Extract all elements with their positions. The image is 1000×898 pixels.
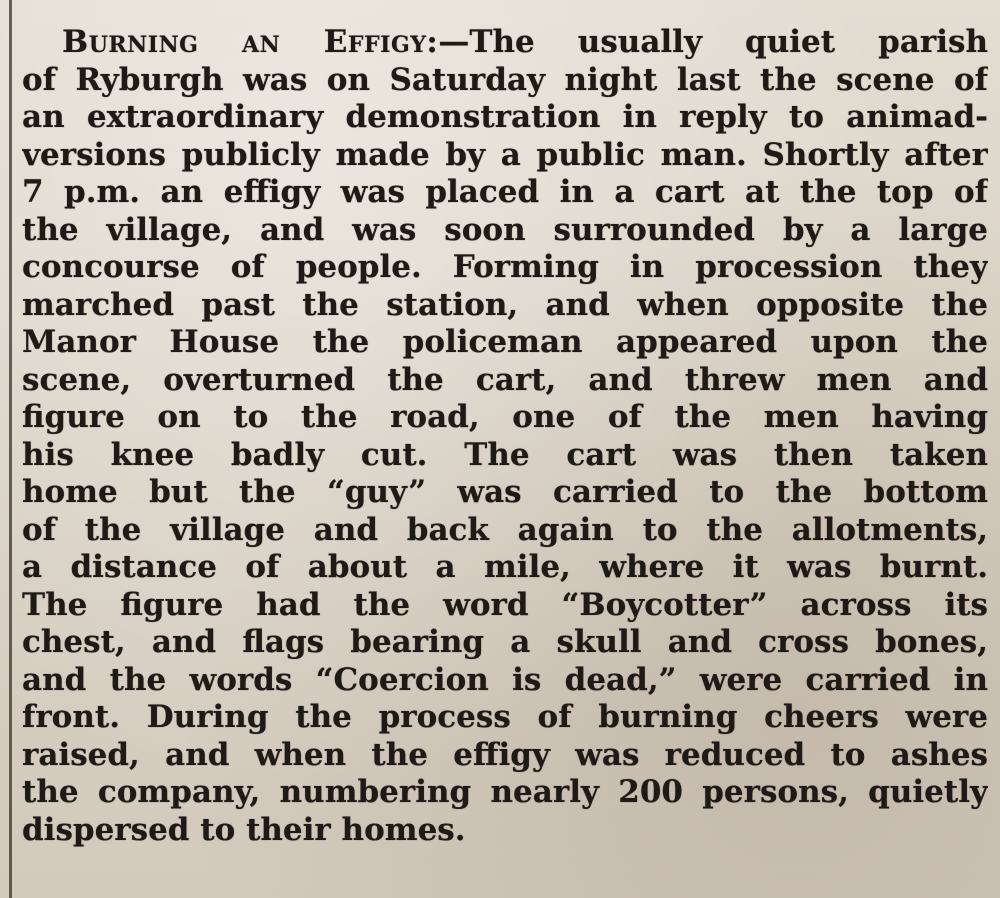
article-line-21: the company, numbering nearly 200 persons, quietly (22, 774, 988, 810)
article-line-3: an extraordinary demonstration in reply to animad- (22, 99, 988, 135)
article-line-1-text: —The usually quiet parish (438, 24, 988, 60)
article-line-4: versions publicly made by a public man. Shortly after (22, 136, 988, 173)
article-line-10: scene, overturned the cart, and threw men and (22, 361, 988, 398)
article-line-20: raised, and when the effigy was reduced to ashes (22, 736, 988, 773)
article-headline: Burning an Effigy: (62, 24, 439, 60)
article-line-1 (22, 24, 988, 62)
column-rule (9, 0, 12, 898)
article-line-11: figure on to the road, one of the men having (22, 399, 988, 435)
article-line-9: Manor House the policeman appeared upon the (22, 324, 988, 360)
article-line-14: of the village and back again to the allotments, (22, 511, 988, 548)
article-line-17: chest, and flags bearing a skull and cross bones, (22, 624, 988, 660)
article-line-12: his knee badly cut. The cart was then taken (22, 436, 988, 473)
article-line-5: 7 p.m. an effigy was placed in a cart at the top of (22, 174, 988, 210)
article-line-8: marched past the station, and when opposite the (22, 286, 988, 323)
article-line-13: home but the “guy” was carried to the bottom (22, 474, 988, 510)
article-body (22, 24, 988, 849)
article-line-19: front. During the process of burning cheers were (22, 699, 988, 735)
article-line-16: The figure had the word “Boycotter” across its (22, 586, 988, 623)
article-line-6: the village, and was soon surrounded by a large (22, 211, 988, 248)
article-line-22: dispersed to their homes. (22, 811, 466, 848)
article-line-15: a distance of about a mile, where it was burnt. (22, 549, 988, 585)
article-line-7: concourse of people. Forming in procession they (22, 249, 988, 285)
article-line-2: of Ryburgh was on Saturday night last the scene of (22, 61, 988, 98)
article-line-18: and the words “Coercion is dead,” were carried in (22, 661, 988, 698)
